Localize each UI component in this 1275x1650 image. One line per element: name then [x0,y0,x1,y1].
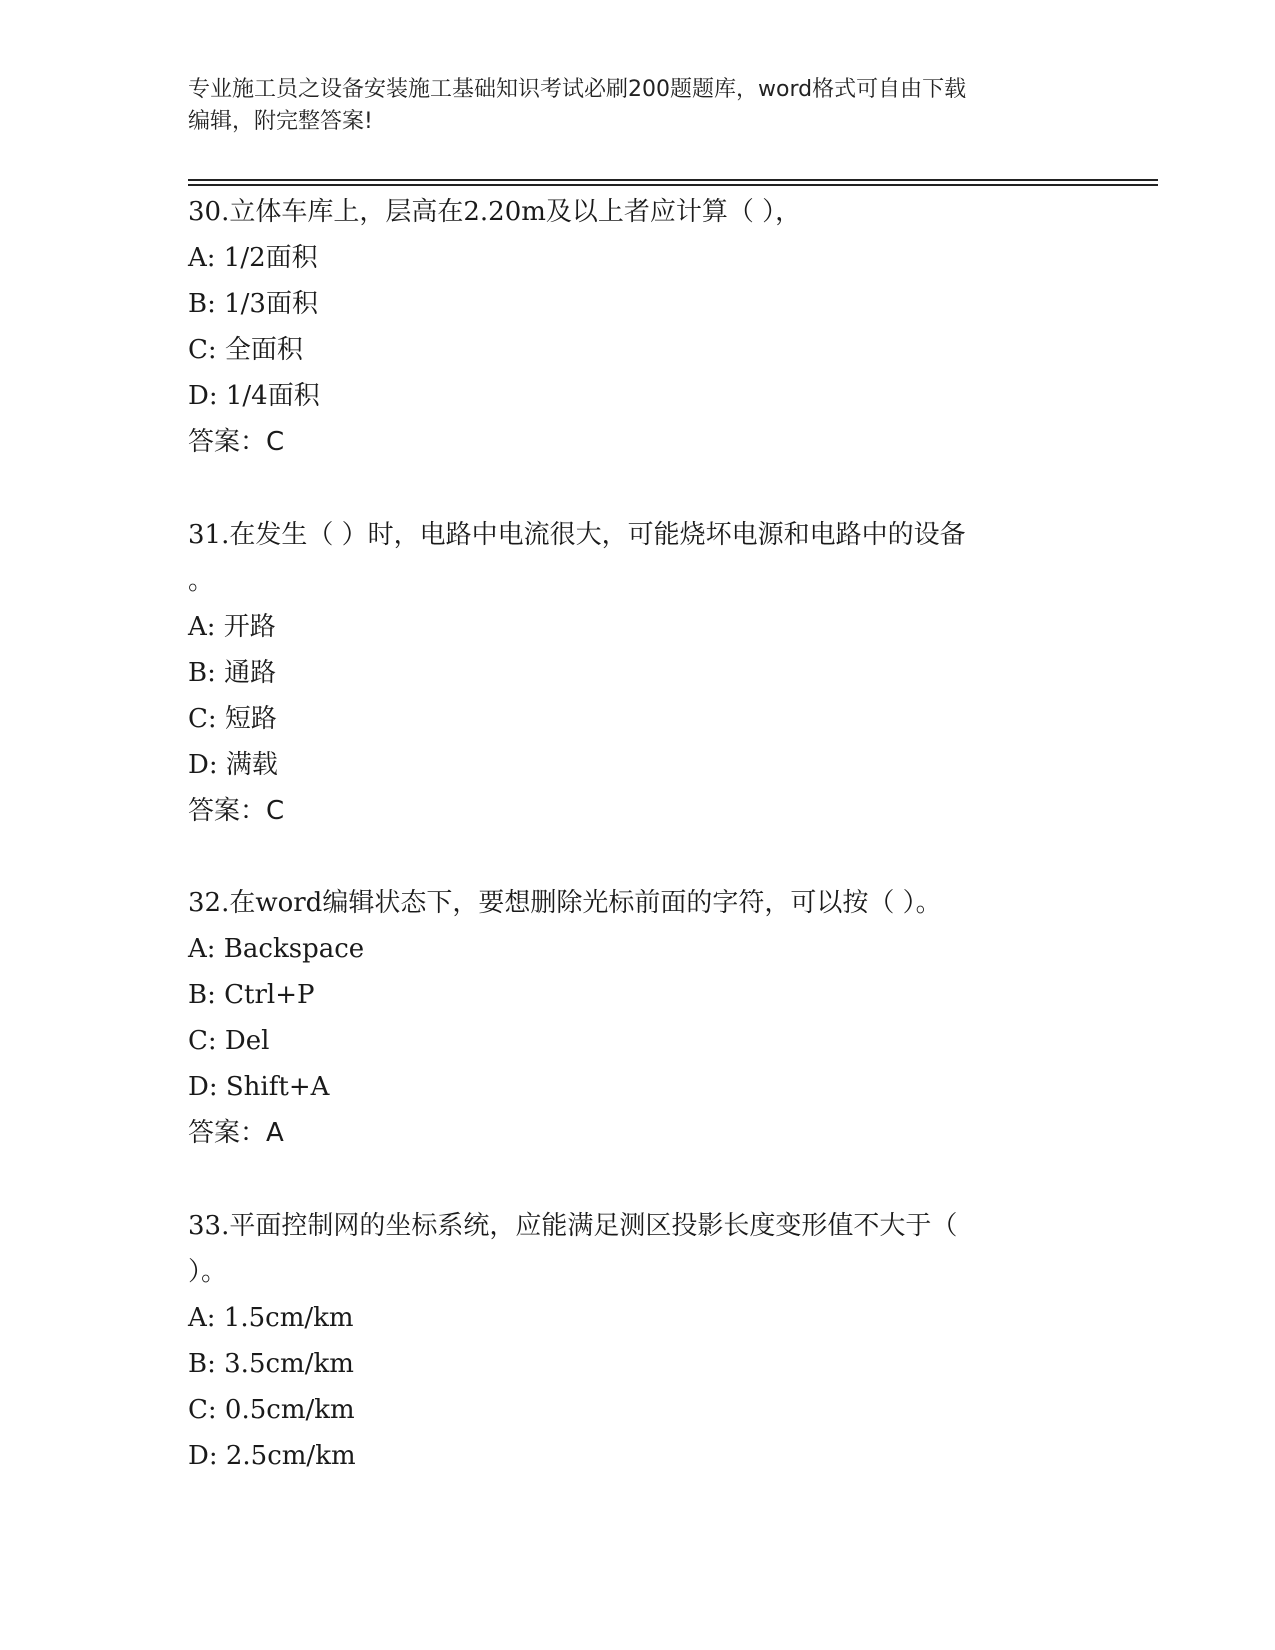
option-a: A: Backspace [188,934,365,964]
question-stem: 30.立体车库上，层高在2.20m及以上者应计算（ ）， [188,197,802,227]
option-d: D: 1/4面积 [188,381,320,411]
header-title-line-2: 编辑，附完整答案! [188,109,373,134]
question-31 [188,512,1088,834]
header-divider-bottom [188,184,1158,186]
question-stem-continued: ）。 [188,1257,228,1287]
header-title-line-1: 专业施工员之设备安装施工基础知识考试必刷200题题库，word格式可自由下载 [188,77,967,102]
option-c: C: Del [188,1026,270,1056]
option-b: B: 通路 [188,658,277,688]
option-b: B: 1/3面积 [188,289,318,319]
question-stem: 33.平面控制网的坐标系统，应能满足测区投影长度变形值不大于（ [188,1211,958,1241]
option-a: A: 1.5cm/km [188,1303,354,1333]
option-d: D: Shift+A [188,1072,330,1102]
question-30 [188,189,1088,465]
option-a: A: 1/2面积 [188,243,318,273]
option-a: A: 开路 [188,612,276,642]
option-b: B: Ctrl+P [188,980,315,1010]
option-b: B: 3.5cm/km [188,1349,354,1379]
option-c: C: 短路 [188,704,277,734]
question-32 [188,880,1088,1156]
question-stem: 32.在word编辑状态下，要想删除光标前面的字符，可以按（ ）。 [188,888,942,918]
option-c: C: 0.5cm/km [188,1395,355,1425]
answer-text: 答案：C [188,796,285,826]
document-header [188,74,1068,138]
answer-text: 答案：C [188,427,285,457]
question-33 [188,1203,1088,1479]
question-stem-continued: 。 [188,566,215,596]
question-stem: 31.在发生（ ）时，电路中电流很大，可能烧坏电源和电路中的设备 [188,520,966,550]
answer-text: 答案：A [188,1118,284,1148]
header-divider-top [188,179,1158,181]
option-c: C: 全面积 [188,335,303,365]
option-d: D: 2.5cm/km [188,1441,356,1471]
option-d: D: 满载 [188,750,278,780]
